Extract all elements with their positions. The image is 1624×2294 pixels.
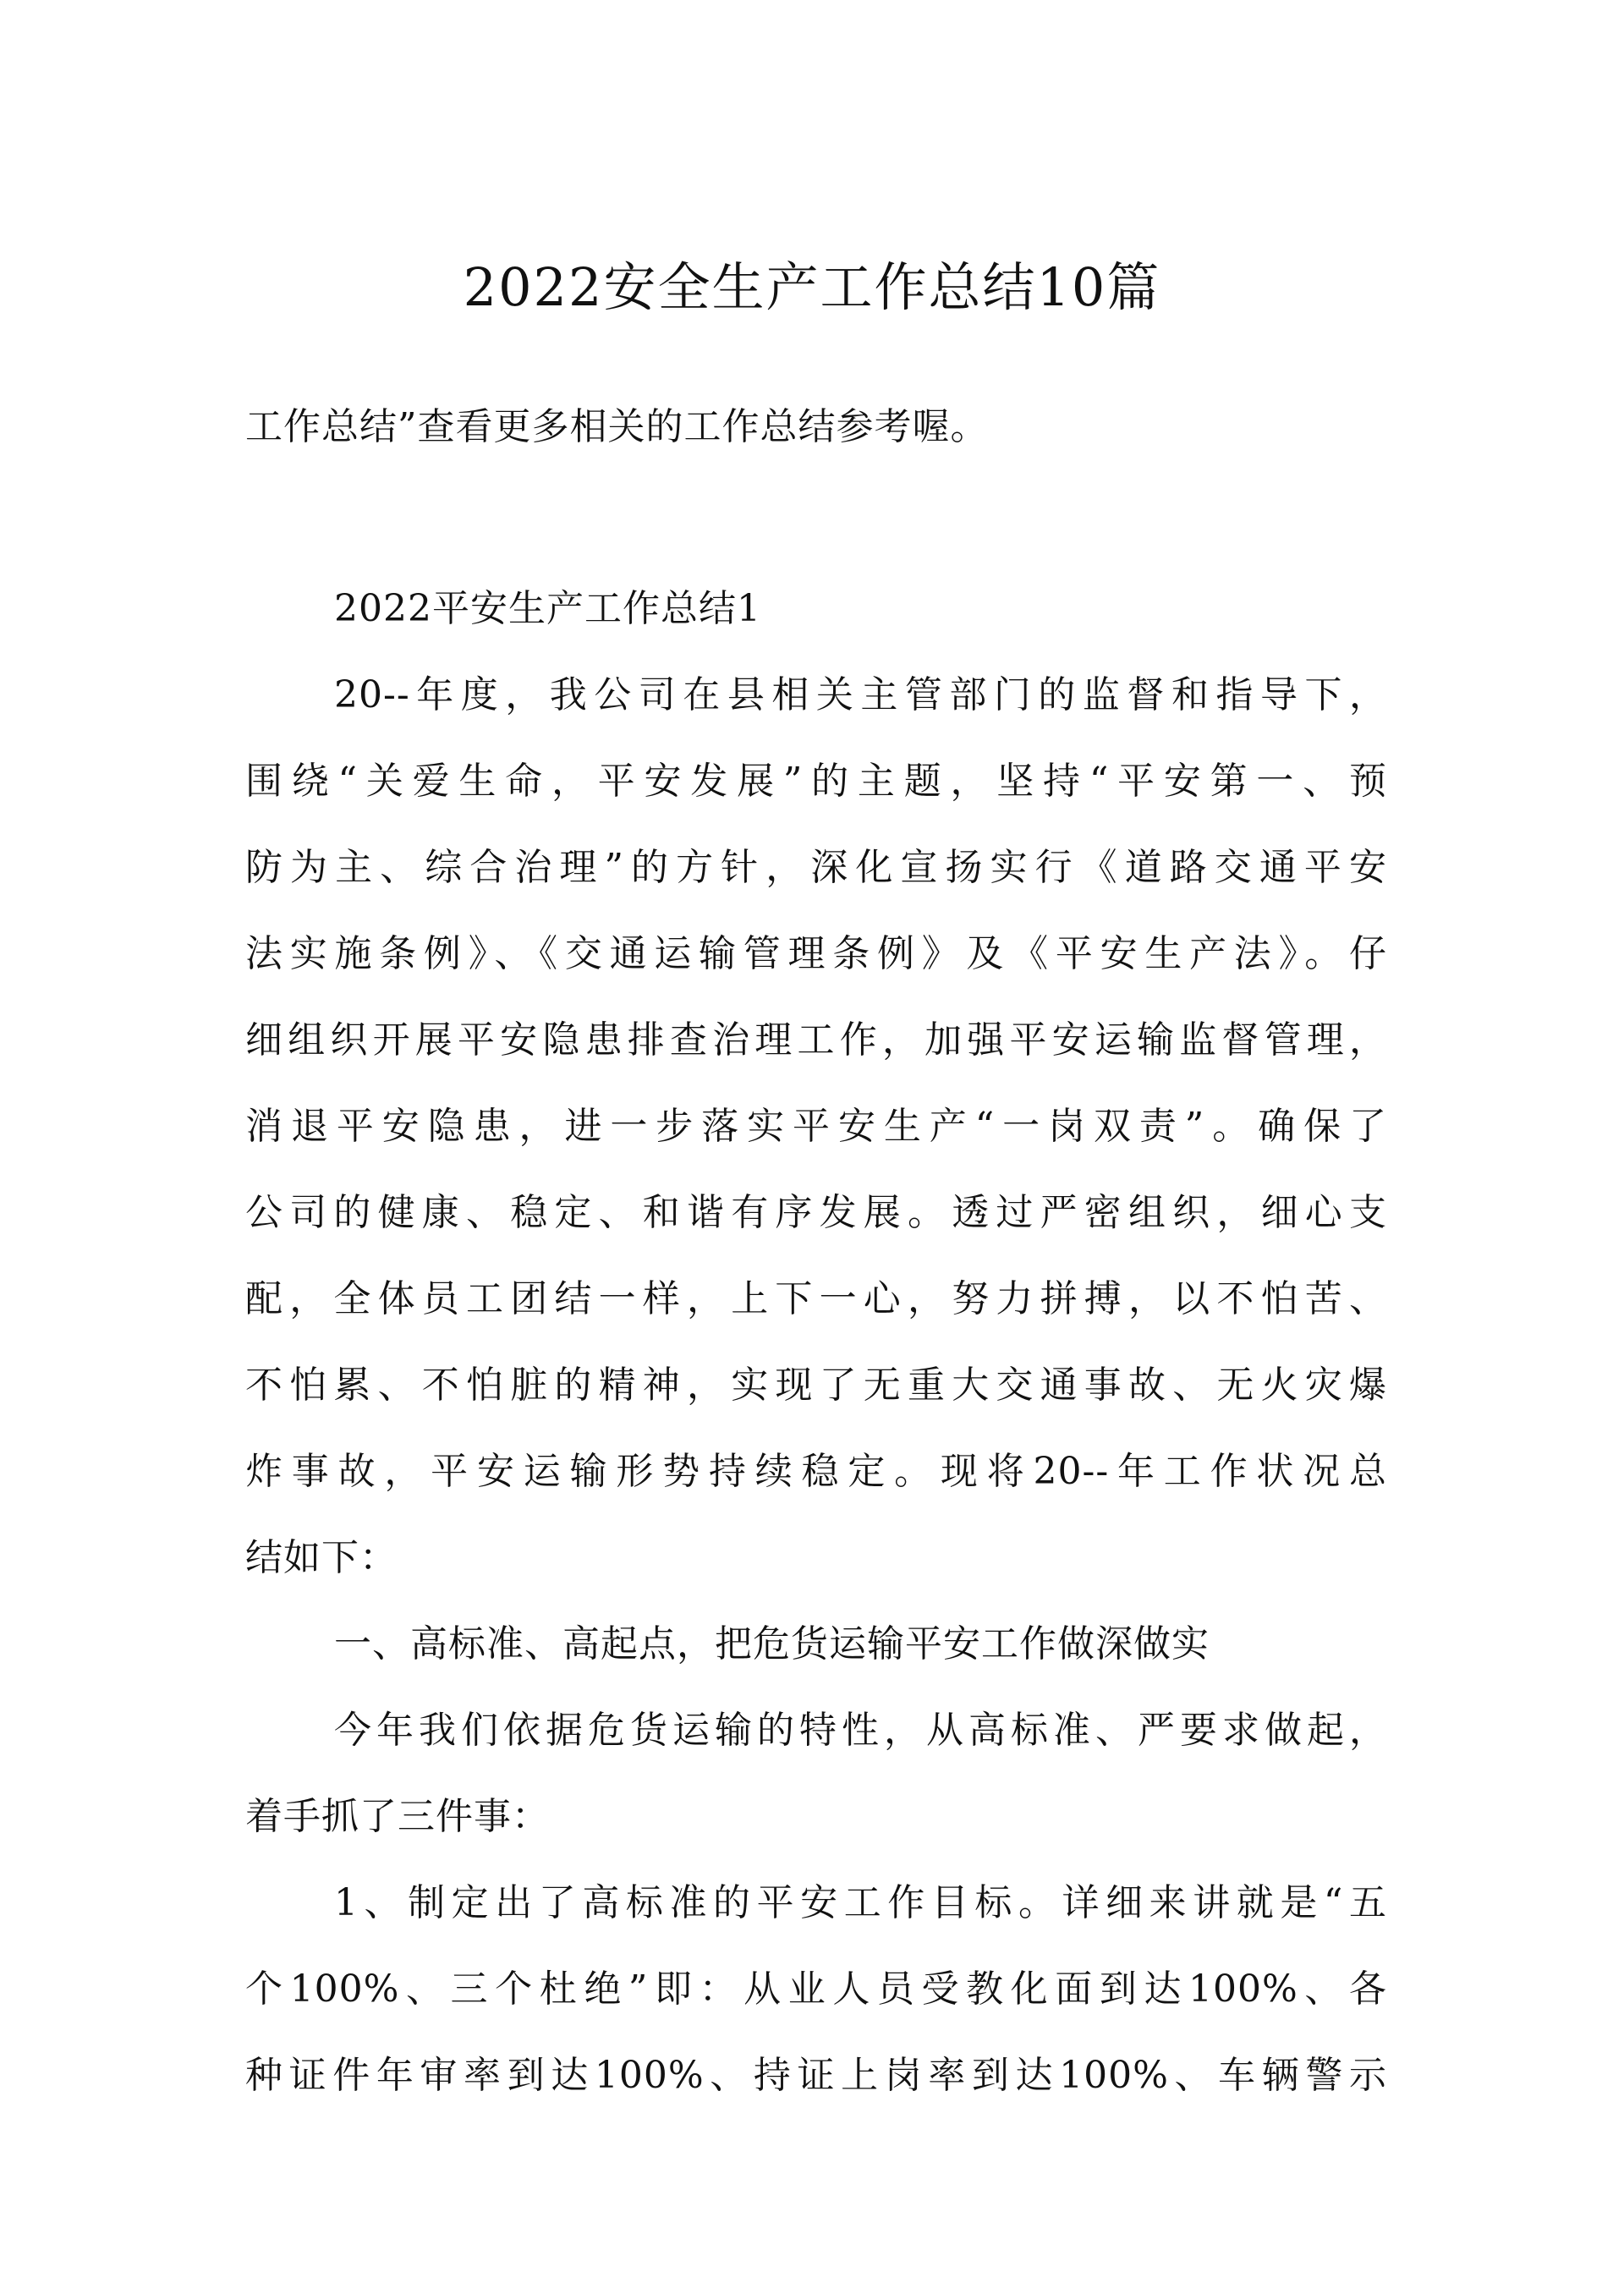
paragraph-line: 配，全体员工团结一样，上下一心，努力拼搏，以不怕苦、 <box>245 1277 1387 1320</box>
paragraph-line: 防为主、综合治理”的方针，深化宣扬实行《道路交通平安 <box>245 846 1387 889</box>
subsection-heading: 一、高标准、高起点，把危货运输平安工作做深做实 <box>334 1622 1210 1666</box>
paragraph-line: 不怕累、不怕脏的精神，实现了无重大交通事故、无火灾爆 <box>245 1364 1387 1407</box>
paragraph-line: 公司的健康、稳定、和谐有序发展。透过严密组织，细心支 <box>245 1191 1387 1234</box>
paragraph-line: 法实施条例》、《交通运输管理条例》及《平安生产法》。仔 <box>245 932 1387 975</box>
paragraph-line: 细组织开展平安隐患排查治理工作，加强平安运输监督管理， <box>245 1018 1387 1062</box>
paragraph-line: 1、制定出了高标准的平安工作目标。详细来讲就是“五 <box>334 1881 1387 1924</box>
paragraph-line: 种证件年审率到达100%、持证上岗率到达100%、车辆警示 <box>245 2054 1387 2097</box>
paragraph-line: 炸事故，平安运输形势持续稳定。现将20--年工作状况总 <box>245 1450 1387 1493</box>
section-heading: 2022平安生产工作总结1 <box>334 587 761 630</box>
paragraph-line: 结如下： <box>245 1536 398 1579</box>
paragraph-line: 20--年度，我公司在县相关主管部门的监督和指导下， <box>334 673 1387 716</box>
paragraph-line: 个100%、三个杜绝”即：从业人员受教化面到达100%、各 <box>245 1967 1387 2011</box>
paragraph-line: 今年我们依据危货运输的特性，从高标准、严要求做起， <box>334 1709 1387 1752</box>
paragraph-line: 着手抓了三件事： <box>245 1795 550 1838</box>
paragraph-line: 围绕“关爱生命，平安发展”的主题，坚持“平安第一、预 <box>245 760 1387 803</box>
paragraph-line: 消退平安隐患，进一步落实平安生产“一岗双责”。确保了 <box>245 1105 1387 1148</box>
document-title: 2022安全生产工作总结10篇 <box>463 256 1161 318</box>
intro-line: 工作总结”查看更多相关的工作总结参考喔。 <box>245 405 989 448</box>
